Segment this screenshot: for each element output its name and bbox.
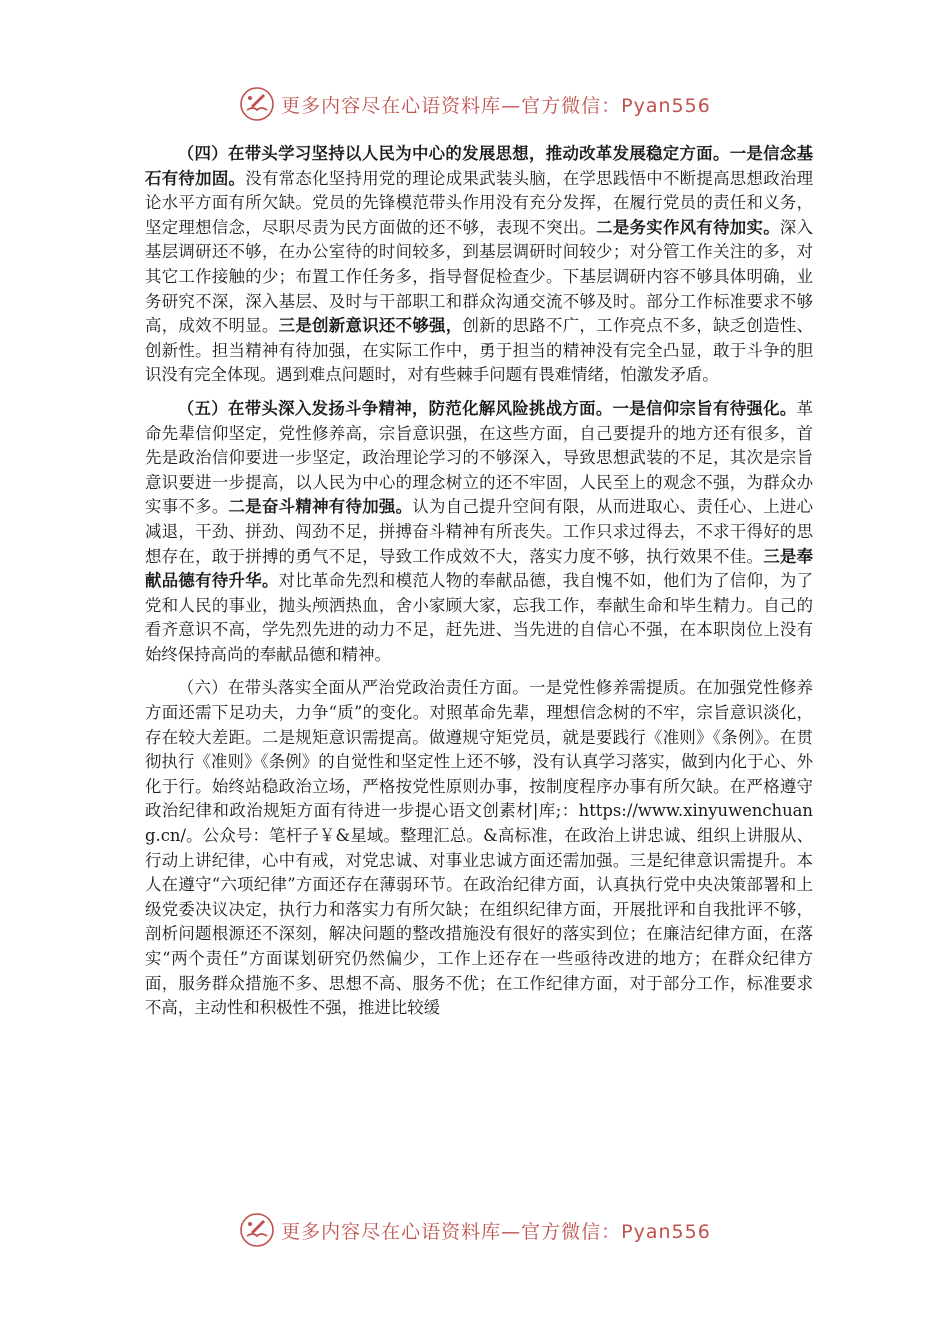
paragraph-6 bbox=[145, 676, 813, 1020]
text-segment: 革命先辈信仰坚定，党性修养高，宗旨意识强，在这些方面，自己要提升的地方还有很多，首先是政治信仰要进一步坚定，政治理论学习的不够深入，导致思想武装的不足，其次是宗旨意识要进一步提高，以人民为中心的理念树立的还不牢固，人民至上的观念不强，为群众办实事不多。 bbox=[145, 398, 813, 517]
bold-heading-segment: 二是奋斗精神有待加强。 bbox=[228, 497, 413, 517]
text-segment: 深入基层调研还不够，在办公室待的时间较多，到基层调研时间较少；对分管工作关注的多，对其它工作接触的少；布置工作任务多，指导督促检查少。下基层调研内容不够具体明确，业务研究不深，深入基层、及时与干部职工和群众沟通交流不够及时。部分工作标准要求不够高，成效不明显。 bbox=[145, 217, 814, 336]
text-segment: 没有常态化坚持用党的理论成果武装头脑，在学思践悟中不断提高思想政治理论水平方面有所欠缺。党员的先锋模范带头作用没有充分发挥，在履行党员的责任和义务，坚定理想信念，尽职尽责为民方面做的还不够，表现不突出。 bbox=[145, 168, 814, 237]
book-logo-icon bbox=[239, 86, 275, 122]
bold-heading-segment: 三是奉献品德有待升华。 bbox=[145, 546, 814, 591]
document-body bbox=[145, 142, 813, 1030]
text-segment: 认为自己提升空间有限，从而进取心、责任心、上进心减退，干劲、拼劲、闯劲不足，拼搏奋斗精神有所丧失。工作只求过得去，不求干得好的思想存在，敢于拼搏的勇气不足，导致工作成效不大，落实力度不够，执行效果不佳。 bbox=[145, 497, 814, 566]
text-segment: 对比革命先烈和模范人物的奉献品德，我自愧不如，他们为了信仰，为了党和人民的事业，抛头颅洒热血，舍小家顾大家，忘我工作，奉献生命和毕生精力。自己的看齐意识不高，学先烈先进的动力不足，赶先进、当先进的自信心不强，在本职岗位上没有始终保持高尚的奉献品德和精神。 bbox=[145, 571, 814, 664]
banner-text: 更多内容尽在心语资料库—官方微信：Pyan556 bbox=[281, 94, 711, 117]
bold-heading-segment: 二是务实作风有待加实。 bbox=[596, 217, 780, 237]
bold-heading-segment: 三是创新意识还不够强， bbox=[278, 316, 463, 336]
footer-banner bbox=[0, 1210, 950, 1250]
banner-inner bbox=[239, 86, 711, 122]
header-banner bbox=[0, 84, 950, 124]
book-logo-icon bbox=[239, 1212, 275, 1248]
paragraph-4 bbox=[145, 142, 813, 388]
text-segment: 创新的思路不广，工作亮点不多，缺乏创造性、创新性。担当精神有待加强，在实际工作中，勇于担当的精神没有完全凸显，敢于斗争的胆识没有完全体现。遇到难点问题时，对有些棘手问题有畏难情绪，怕激发矛盾。 bbox=[145, 316, 814, 385]
text-segment: （六）在带头落实全面从严治党政治责任方面。一是党性修养需提质。在加强党性修养方面还需下足功夫，力争“质”的变化。对照革命先辈，理想信念树的不牢，宗旨意识淡化，存在较大差距。二是规矩意识需提高。做遵规守矩党员，就是要践行《准则》《条例》。在贯彻执行《准则》《条例》的自觉性和坚定性上还不够，没有认真学习落实，做到内化于心、外化于行。始终站稳政治立场，严格按党性原则办事，按制度程序办事有所欠缺。在严格遵守政治纪律和政治规矩方面有待进一步提心语文创素材|库;：https://www.xinyuwenchuang.cn/。公众号：笔杆子￥&星域。整理汇总。&高标准，在政治上讲忠诚、组织上讲服从、行动上讲纪律，心中有戒，对党忠诚、对事业忠诚方面还需加强。三是纪律意识需提升。本人在遵守“六项纪律”方面还存在薄弱环节。在政治纪律方面，认真执行党中央决策部署和上级党委决议决定，执行力和落实力有所欠缺；在组织纪律方面，开展批评和自我批评不够，剖析问题根源还不深刻，解决问题的整改措施没有很好的落实到位；在廉洁纪律方面，在落实“两个责任”方面谋划研究仍然偏少，工作上还存在一些亟待改进的地方；在群众纪律方面，服务群众措施不多、思想不高、服务不优；在工作纪律方面，对于部分工作，标准要求不高，主动性和积极性不强，推进比较缓 bbox=[145, 678, 813, 1018]
banner-inner bbox=[239, 1212, 711, 1248]
bold-heading-segment: （五）在带头深入发扬斗争精神，防范化解风险挑战方面。一是信仰宗旨有待强化。 bbox=[177, 398, 797, 418]
paragraph-5 bbox=[145, 397, 813, 668]
banner-text: 更多内容尽在心语资料库—官方微信：Pyan556 bbox=[281, 1220, 711, 1243]
bold-heading-segment: （四）在带头学习坚持以人民为中心的发展思想，推动改革发展稳定方面。一是信念基石有待加固。 bbox=[145, 144, 813, 188]
